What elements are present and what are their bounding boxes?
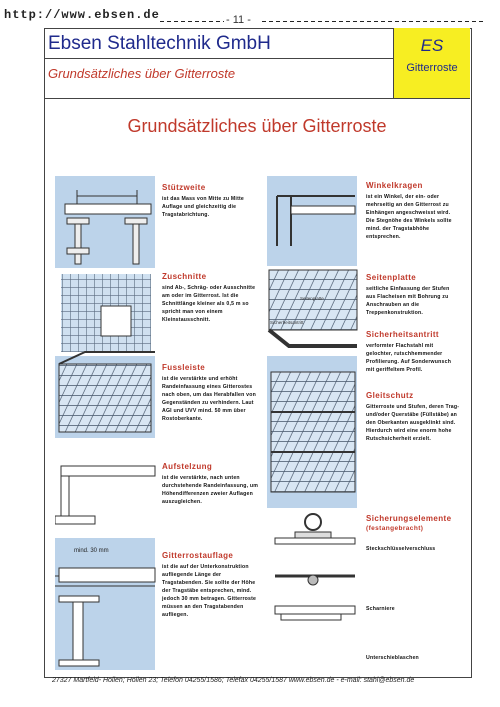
section-title-fussleiste: Fussleiste <box>162 363 206 372</box>
section-title-stuetzweite: Stützweite <box>162 183 206 192</box>
section-title-seitenplatte: Seitenplatte <box>366 273 417 282</box>
seitenplatte-label: Seitenplatte <box>300 296 324 301</box>
product-badge <box>394 28 470 99</box>
section-text-seitenplatte: seitliche Einfassung der Stufen aus Flacheisen mit Bohrung zu Anschrauben an die Treppenkonstruktion. <box>366 286 450 316</box>
security-subtitle: (festangebracht) <box>366 525 424 532</box>
website-url: http://www.ebsen.de <box>4 8 160 22</box>
dimension-label: mind. 30 mm <box>74 548 109 554</box>
section-title-aufstelzung: Aufstelzung <box>162 462 213 471</box>
section-text-sicherheitsantritt: verformter Flachstahl mit gelochter, rutschhemmender Profilierung. Auf Sonderwunsch mit geriffeltem Profil. <box>366 343 452 373</box>
antritt-label: Sicherheitsantritt <box>270 320 304 325</box>
product-name: Gitterroste <box>406 62 458 74</box>
section-text-winkelkragen: ist ein Winkel, der ein- oder mehrseitig an den Gitterrost zu Einhängen angeschweisst wird. Die Stegnöhe des Winkels sollte mind. der Tragstabhöhe entsprechen. <box>366 194 452 240</box>
section-text-fussleiste: ist die verstärkte und erhöht Randeinfassung eines Gitterostes nach oben, um das Herabfallen von Gegenständen zu verhindern. Laut AGI und UVV mind. 50 mm über Rostoberkante. <box>162 376 256 422</box>
dashed-rule-right <box>262 21 484 22</box>
section-text-auflage: ist die auf der Unterkonstruktion aufliegende Länge der Tragstabenden. Sie sollte der Höhe der Tragstäbe entsprechen, mind. jedoch 30 mm betragen. Gitterroste müssen an den Tragstabenden aufliegen. <box>162 564 257 618</box>
section-text-stuetzweite: ist das Mass von Mitte zu Mitte Auflage und gleichzeitig die Tragstabrichtung. <box>162 196 245 218</box>
section-title-zuschnitte: Zuschnitte <box>162 272 207 281</box>
section-title-winkelkragen: Winkelkragen <box>366 181 423 190</box>
section-title-gleitschutz: Gleitschutz <box>366 391 414 400</box>
footer-address: 27327 Martfeld- Hollen; Hollen 23; Telefon 04255/1586; Telefax 04255/1587 www.ebsen.de - e-mail: stahl@ebsen.de <box>52 677 415 684</box>
page-title: Grundsätzliches über Gitterroste <box>127 116 387 136</box>
section-title-auflage: Gitterrostauflage <box>162 551 234 560</box>
section-text-aufstelzung: ist die verstärkte, nach unten durchstehende Randeinfassung, um Höhendifferenzen zweier Auflagen auszugleichen. <box>162 475 259 505</box>
company-name: Ebsen Stahltechnik GmbH <box>48 33 271 54</box>
page-number: - 11 - <box>226 14 251 26</box>
section-text-gleitschutz: Gitterroste und Stufen, deren Trag- und/oder Querstäbe (Füllstäbe) an den Oberkanten ausgeklinkt sind. Hierdurch wird eine enorm hohe Rutschsicherheit erzielt. <box>366 404 460 442</box>
security-item-1: Steckschlüsselverschluss <box>366 546 436 552</box>
security-item-2: Scharniere <box>366 606 395 612</box>
section-text-zuschnitte: sind Ab-, Schräg- oder Ausschnitte am oder im Gitterrost. Ist die Schnittlänge kleiner als 0,5 m so spricht man von einem Kleinstausschnitt. <box>162 285 256 323</box>
security-item-3: Unterschieblaschen <box>366 655 419 661</box>
security-title: Sicherungselemente <box>366 514 452 523</box>
dashed-rule-left <box>160 21 224 22</box>
product-code: ES <box>420 36 444 55</box>
header-subheading: Grundsätzliches über Gitterroste <box>48 66 236 81</box>
section-title-sicherheitsantritt: Sicherheitsantritt <box>366 330 439 339</box>
